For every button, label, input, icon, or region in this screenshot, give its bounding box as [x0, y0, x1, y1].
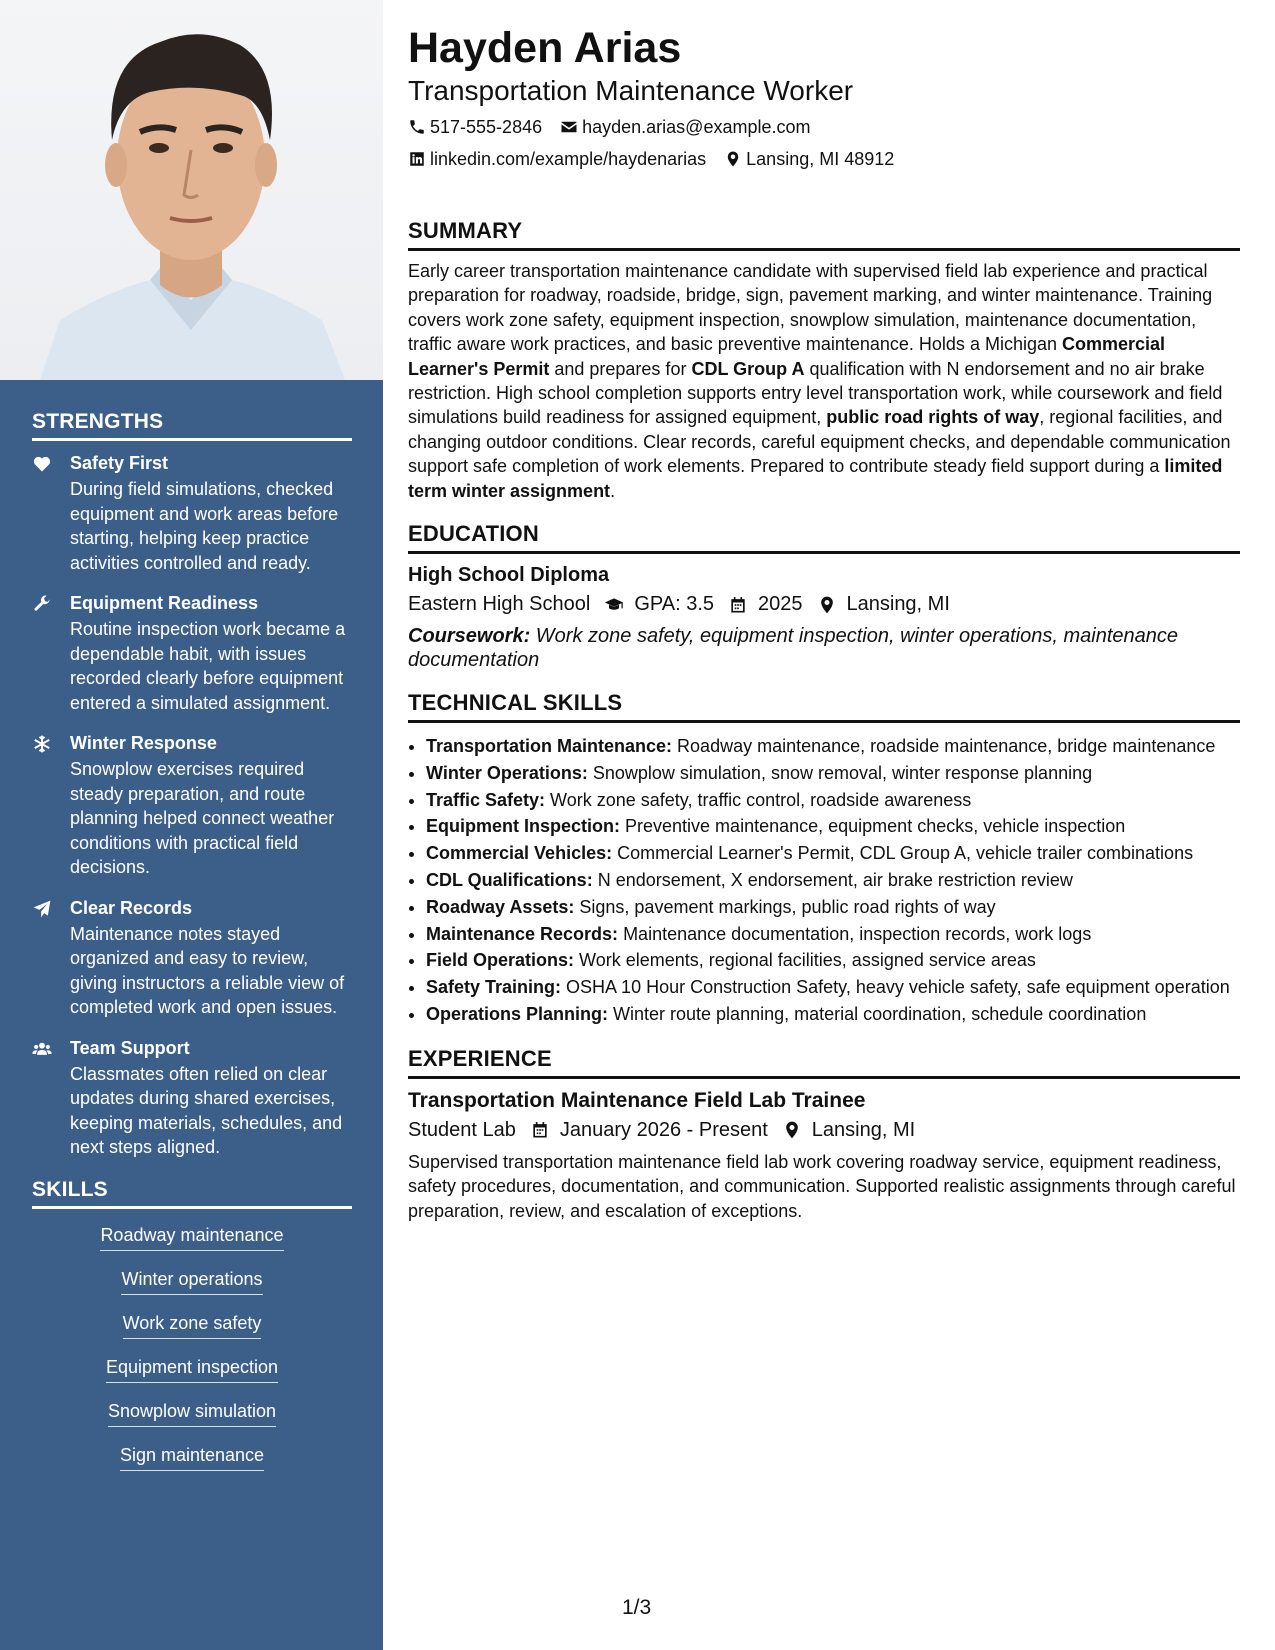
- portrait-image: [0, 0, 383, 380]
- strength-desc: Routine inspection work became a dependable habit, with issues recorded clearly before equipment entered a simulated assignment.: [70, 619, 346, 713]
- map-pin-icon: [817, 595, 837, 615]
- contact-location: [724, 148, 894, 170]
- location-text: Lansing, MI 48912: [746, 149, 895, 169]
- experience-title: Transportation Maintenance Field Lab Trainee: [408, 1088, 866, 1112]
- experience-location: Lansing, MI: [782, 1119, 915, 1142]
- heart-icon: [32, 454, 52, 474]
- linkedin-text: linkedin.com/example/haydenarias: [430, 149, 707, 169]
- strength-item: [32, 1038, 352, 1160]
- strength-desc: Classmates often relied on clear updates during shared exercises, keeping materials, schedules, and next steps aligned.: [70, 1063, 343, 1157]
- list-item: • Transportation Maintenance: Roadway maintenance, roadside maintenance, bridge maintenance: [426, 733, 1240, 760]
- strength-desc: Snowplow exercises required steady preparation, and route planning helped connect weather conditions with practical field decisions.: [70, 759, 335, 877]
- strength-title: Winter Response: [70, 733, 217, 753]
- education-location: Lansing, MI: [817, 593, 950, 616]
- list-item: • CDL Qualifications: N endorsement, X endorsement, air brake restriction review: [426, 867, 1240, 894]
- skill-tag: Roadway maintenance: [100, 1225, 283, 1251]
- phone-icon: [408, 118, 426, 136]
- summary-text: Early career transportation maintenance candidate with supervised field lab experience and practical preparation for roadway, roadside, bridge, sign, pavement marking, and winter maintenance. Training covers work zone safety, equipment inspection, snowplow simulation, maintenance documentation, traffic aware work practices, and basic preventive maintenance. Holds a Michigan Commercial Learner's Permit and prepares for CDL Group A qualification with N endorsement and no air brake restriction. High school completion supports entry level transportation work, while coursework and field simulations build readiness for assigned equipment, public road rights of way, regional facilities, and changing outdoor conditions. Clear records, careful equipment checks, and dependable communication support safe completion of work elements. Prepared to contribute steady field support during a limited term winter assignment.: [408, 261, 1231, 501]
- strength-title: Clear Records: [70, 897, 193, 918]
- candidate-name: Hayden Arias: [408, 24, 682, 72]
- skill-tag: Work zone safety: [123, 1313, 262, 1339]
- strength-title: Team Support: [70, 1037, 190, 1058]
- map-pin-icon: [724, 150, 742, 168]
- email-text: hayden.arias@example.com: [582, 117, 811, 137]
- experience-section: [408, 1046, 1240, 1223]
- coursework: Coursework: Work zone safety, equipment inspection, winter operations, maintenance documentation: [408, 625, 1179, 672]
- education-meta: [408, 593, 1240, 616]
- contact-row: [408, 116, 1240, 138]
- linkedin-icon: [408, 150, 426, 168]
- list-item: • Roadway Assets: Signs, pavement markings, public road rights of way: [426, 894, 1240, 921]
- technical-skills-section: [408, 690, 1240, 1028]
- map-pin-icon: [782, 1120, 802, 1140]
- list-item: • Equipment Inspection: Preventive maintenance, equipment checks, vehicle inspection: [426, 813, 1240, 840]
- contact-linkedin[interactable]: [408, 148, 706, 170]
- users-icon: [32, 1039, 52, 1059]
- technical-skills-heading: TECHNICAL SKILLS: [408, 690, 1240, 723]
- sidebar: [0, 0, 383, 1650]
- strength-desc: During field simulations, checked equipment and work areas before starting, helping keep practice activities controlled and ready.: [70, 479, 339, 573]
- strength-title: Equipment Readiness: [70, 593, 259, 613]
- calendar-icon: [728, 595, 748, 615]
- graduation-year: 2025: [728, 593, 803, 616]
- list-item: • Traffic Safety: Work zone safety, traffic control, roadside awareness: [426, 787, 1240, 814]
- skill-tag: Sign maintenance: [120, 1445, 264, 1471]
- strength-item: [32, 898, 352, 1020]
- list-item: • Commercial Vehicles: Commercial Learner's Permit, CDL Group A, vehicle trailer combinations: [426, 840, 1240, 867]
- skill-tag: Snowplow simulation: [108, 1401, 276, 1427]
- school-name: Eastern High School: [408, 593, 591, 616]
- education-heading: EDUCATION: [408, 521, 1240, 554]
- strengths-heading: STRENGTHS: [32, 410, 352, 441]
- list-item: • Field Operations: Work elements, regional facilities, assigned service areas: [426, 947, 1240, 974]
- skill-tag: Equipment inspection: [106, 1357, 278, 1383]
- main-content: [408, 22, 1240, 1223]
- gpa: GPA: 3.5: [604, 593, 714, 616]
- graduation-cap-icon: [604, 595, 624, 615]
- phone-text: 517-555-2846: [430, 117, 543, 137]
- experience-desc: Supervised transportation maintenance field lab work covering roadway service, equipment readiness, safety procedures, documentation, and communication. Supported realistic assignments through careful preparation, review, and escalation of exceptions.: [408, 1151, 1236, 1221]
- skill-list: [32, 1225, 352, 1489]
- strength-item: [32, 453, 352, 575]
- list-item: • Maintenance Records: Maintenance documentation, inspection records, work logs: [426, 921, 1240, 948]
- experience-org: Student Lab: [408, 1118, 516, 1141]
- summary-section: [408, 218, 1240, 503]
- strength-item: [32, 593, 352, 715]
- snowflake-icon: [32, 734, 52, 754]
- wrench-icon: [32, 594, 52, 614]
- strength-desc: Maintenance notes stayed organized and easy to review, giving instructors a reliable view of completed work and open issues.: [70, 923, 345, 1017]
- calendar-icon: [530, 1120, 550, 1140]
- education-section: [408, 521, 1240, 672]
- contact-row: [408, 148, 1240, 170]
- technical-skills-list: [408, 733, 1240, 1028]
- job-title: Transportation Maintenance Worker: [408, 75, 854, 106]
- contact-email[interactable]: [560, 116, 810, 138]
- skills-heading: SKILLS: [32, 1178, 352, 1209]
- list-item: • Operations Planning: Winter route planning, material coordination, schedule coordination: [426, 1001, 1240, 1028]
- strength-item: [32, 733, 352, 880]
- degree: High School Diploma: [408, 564, 610, 587]
- list-item: • Safety Training: OSHA 10 Hour Construction Safety, heavy vehicle safety, safe equipment operation: [426, 974, 1240, 1001]
- summary-heading: SUMMARY: [408, 218, 1240, 251]
- envelope-icon: [560, 118, 578, 136]
- list-item: • Winter Operations: Snowplow simulation, snow removal, winter response planning: [426, 760, 1240, 787]
- skill-tag: Winter operations: [121, 1269, 262, 1295]
- page-number: 1/3: [622, 1596, 652, 1619]
- paper-plane-icon: [32, 899, 52, 919]
- experience-heading: EXPERIENCE: [408, 1046, 1240, 1079]
- experience-dates: January 2026 - Present: [530, 1119, 768, 1142]
- experience-meta: [408, 1119, 1240, 1142]
- strength-title: Safety First: [70, 453, 169, 473]
- profile-photo: [0, 0, 383, 380]
- contact-phone: [408, 116, 542, 138]
